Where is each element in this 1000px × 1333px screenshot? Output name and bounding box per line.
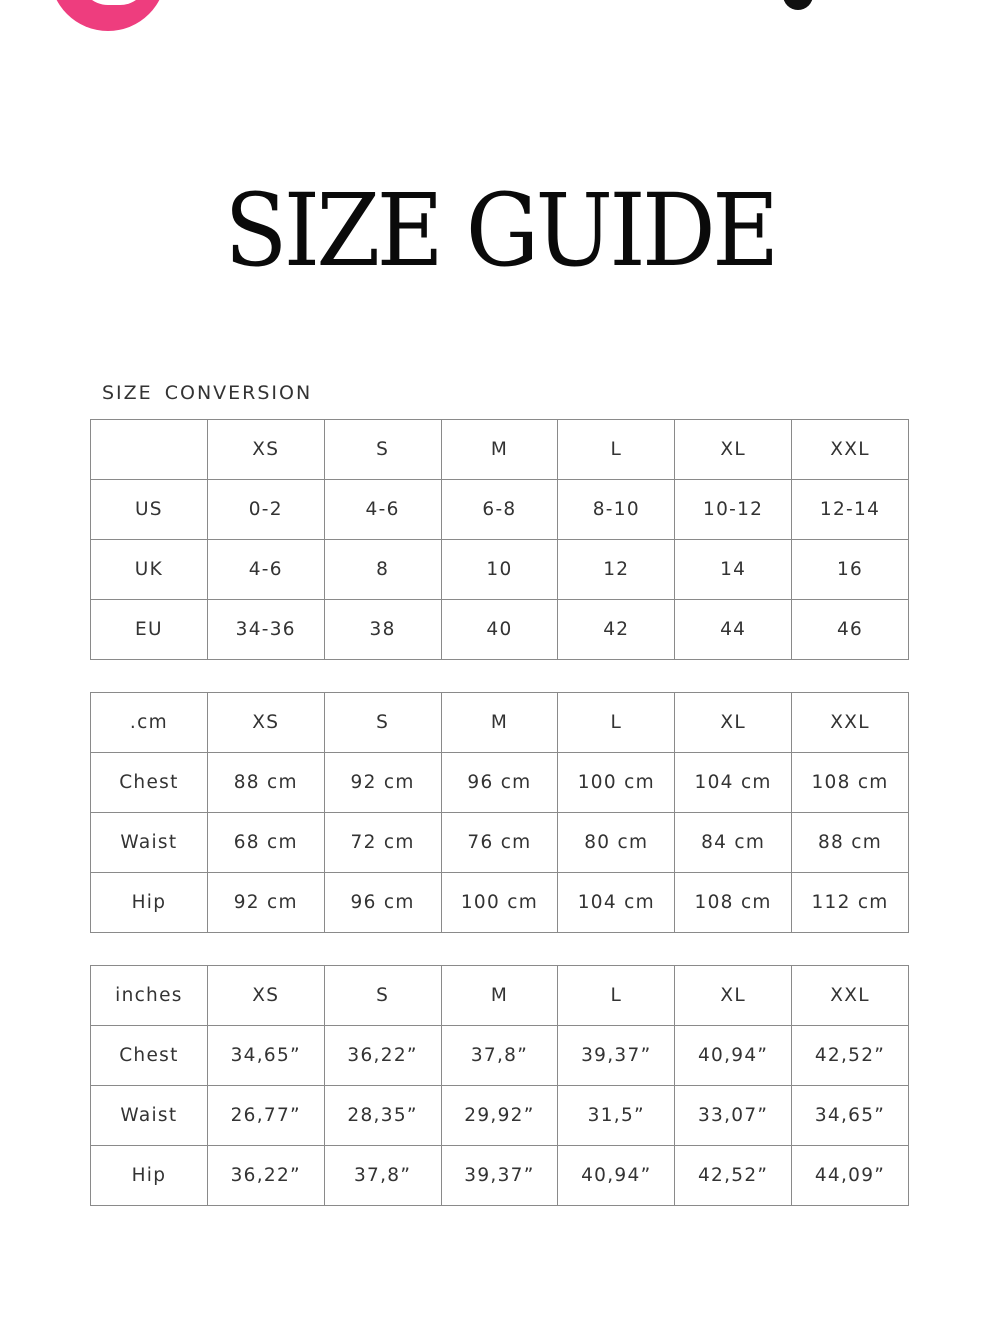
table-cell: 104 cm xyxy=(675,753,792,813)
table-cell: 88 cm xyxy=(792,813,909,873)
table-cell: UK xyxy=(91,540,208,600)
table-cell: 37,8” xyxy=(441,1026,558,1086)
table-cell: 12-14 xyxy=(792,480,909,540)
table-cell xyxy=(91,420,208,480)
table-cell: Waist xyxy=(91,1086,208,1146)
table-cell: 8-10 xyxy=(558,480,675,540)
table-cell: 12 xyxy=(558,540,675,600)
table-cell: 14 xyxy=(675,540,792,600)
table-cell: 10-12 xyxy=(675,480,792,540)
table-cell: 96 cm xyxy=(441,753,558,813)
table-cell: 29,92” xyxy=(441,1086,558,1146)
table-cell: 28,35” xyxy=(324,1086,441,1146)
table-cell: 4-6 xyxy=(207,540,324,600)
table-cell: 36,22” xyxy=(324,1026,441,1086)
table-cell: 39,37” xyxy=(441,1146,558,1206)
table-cell: 46 xyxy=(792,600,909,660)
table-row xyxy=(91,873,909,933)
table-cell: S xyxy=(324,693,441,753)
table-cell: 37,8” xyxy=(324,1146,441,1206)
table-cell: 108 cm xyxy=(792,753,909,813)
table-row xyxy=(91,480,909,540)
table-cell: EU xyxy=(91,600,208,660)
table-cell: .cm xyxy=(91,693,208,753)
table-cell: inches xyxy=(91,966,208,1026)
table-cell: 31,5” xyxy=(558,1086,675,1146)
table-cell: 40,94” xyxy=(558,1146,675,1206)
table-row xyxy=(91,1146,909,1206)
table-cell: 104 cm xyxy=(558,873,675,933)
table-cell: Chest xyxy=(91,753,208,813)
table-cell: XXL xyxy=(792,966,909,1026)
table-cell: 0-2 xyxy=(207,480,324,540)
table-cell: XL xyxy=(675,693,792,753)
table-cell: XXL xyxy=(792,693,909,753)
size-inches-table xyxy=(90,965,909,1206)
table-cell: L xyxy=(558,966,675,1026)
table-header-row xyxy=(91,420,909,480)
table-cell: XL xyxy=(675,420,792,480)
table-cell: 112 cm xyxy=(792,873,909,933)
size-cm-table xyxy=(90,692,909,933)
table-cell: 72 cm xyxy=(324,813,441,873)
table-cell: 88 cm xyxy=(207,753,324,813)
table-cell: Chest xyxy=(91,1026,208,1086)
page-title: SIZE GUIDE xyxy=(224,172,776,289)
table-cell: S xyxy=(324,420,441,480)
table-cell: S xyxy=(324,966,441,1026)
table-cell: 38 xyxy=(324,600,441,660)
table-cell: 44 xyxy=(675,600,792,660)
table-cell: 80 cm xyxy=(558,813,675,873)
table-cell: 84 cm xyxy=(675,813,792,873)
table-cell: 36,22” xyxy=(207,1146,324,1206)
table-cell: 8 xyxy=(324,540,441,600)
table-cell: XS xyxy=(207,420,324,480)
table-cell: 100 cm xyxy=(558,753,675,813)
table-cell: 34,65” xyxy=(792,1086,909,1146)
table-cell: 92 cm xyxy=(324,753,441,813)
table-cell: 40 xyxy=(441,600,558,660)
table-cell: 34,65” xyxy=(207,1026,324,1086)
logo-icon[interactable] xyxy=(50,0,166,31)
table-cell: 16 xyxy=(792,540,909,600)
table-row xyxy=(91,813,909,873)
table-cell: 39,37” xyxy=(558,1026,675,1086)
table-cell: XS xyxy=(207,966,324,1026)
table-cell: Hip xyxy=(91,1146,208,1206)
table-cell: 42 xyxy=(558,600,675,660)
section-subtitle: SIZE CONVERSION xyxy=(102,382,313,404)
table-cell: 6-8 xyxy=(441,480,558,540)
table-row xyxy=(91,753,909,813)
table-cell: 68 cm xyxy=(207,813,324,873)
table-cell: 100 cm xyxy=(441,873,558,933)
table-cell: L xyxy=(558,693,675,753)
table-cell: XXL xyxy=(792,420,909,480)
table-cell: M xyxy=(441,420,558,480)
table-cell: 76 cm xyxy=(441,813,558,873)
table-cell: 26,77” xyxy=(207,1086,324,1146)
table-cell: 96 cm xyxy=(324,873,441,933)
table-cell: Waist xyxy=(91,813,208,873)
table-row xyxy=(91,540,909,600)
table-cell: XS xyxy=(207,693,324,753)
table-cell: M xyxy=(441,966,558,1026)
table-cell: 42,52” xyxy=(675,1146,792,1206)
table-cell: 108 cm xyxy=(675,873,792,933)
table-cell: Hip xyxy=(91,873,208,933)
table-cell: XL xyxy=(675,966,792,1026)
table-cell: 33,07” xyxy=(675,1086,792,1146)
table-cell: 92 cm xyxy=(207,873,324,933)
menu-dot-icon[interactable] xyxy=(783,0,813,10)
table-cell: L xyxy=(558,420,675,480)
table-cell: US xyxy=(91,480,208,540)
table-header-row xyxy=(91,966,909,1026)
table-cell: 4-6 xyxy=(324,480,441,540)
table-row xyxy=(91,1026,909,1086)
table-header-row xyxy=(91,693,909,753)
table-row xyxy=(91,600,909,660)
table-cell: M xyxy=(441,693,558,753)
table-row xyxy=(91,1086,909,1146)
size-conversion-table xyxy=(90,419,909,660)
table-cell: 40,94” xyxy=(675,1026,792,1086)
table-cell: 42,52” xyxy=(792,1026,909,1086)
table-cell: 10 xyxy=(441,540,558,600)
table-cell: 44,09” xyxy=(792,1146,909,1206)
table-cell: 34-36 xyxy=(207,600,324,660)
